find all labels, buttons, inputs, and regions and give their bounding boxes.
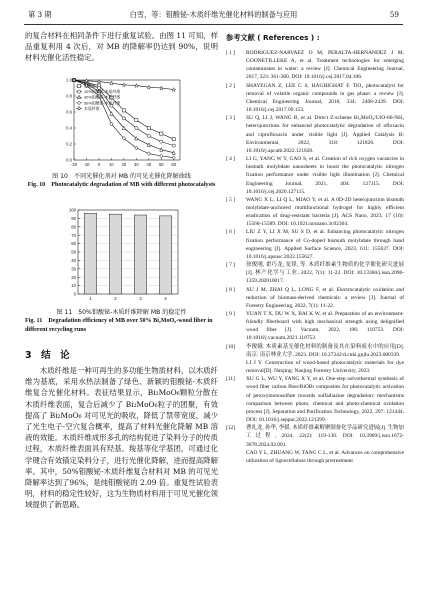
x-tick-label: -10	[83, 162, 90, 167]
data-point	[160, 154, 163, 158]
x-tick-label: 4	[164, 296, 167, 301]
data-point	[147, 134, 150, 137]
x-tick-label: 0	[97, 162, 101, 167]
legend-label: 30%钼酸铋-木质纤维	[84, 94, 121, 100]
y-tick-label: 20	[71, 274, 76, 280]
conclusion-text: 木质纤维是一种可再生的多功能生物质材料，以木质纤维为基底，采用水热法制备了绿色、新颖的钼酸铋-木质纤维复合光催化材料。表征结果显示，Bi₂MoO₆颗粒分散在木质纤维表面，复合后减少了 Bi₂MoO₆粒子的团聚，有效提高了 Bi₂MoO₆ 对可见光的吸收，降低了禁带宽度，减少了光生电子-空穴复合概率，提高了材料光催化降解 MB 溶液的效能。木质纤维成形多孔的结构促进了染料分子的传质过程，木质纤维表面具有羟基、羧基等化学基团，可通过化学键合有效锚定染料分子，进行光催化降解，进而提高降解率。其中，50%钼酸铋-木质纤维复合材料对 MB 的可见光降解率达到了96%，是纯钼酸铋的 2.09 倍。重复性试验表明，材料的稳定性较好，这为生物质材料用于可见光催化领域提供了新思路。	[25, 366, 218, 510]
y-tick-label: 40	[71, 258, 76, 263]
header-rule	[24, 24, 403, 25]
reference-number: [ 3 ]	[226, 115, 236, 122]
reference-item	[226, 286, 404, 310]
reference-number: [ 6 ]	[226, 229, 236, 236]
y-tick-label: 70	[71, 232, 76, 238]
reference-text: YUAN T X, DU W X, BAI K W, et al. Preparation of an environment-friendly fiberboard with high mechanical strength using delignified wood fiber [J]. Vacuum, 2022, 196: 110753. DOI: 10.1016/j.vacuum.2021.110753.	[246, 311, 404, 342]
data-point	[159, 86, 163, 90]
reference-number: [11]	[226, 376, 235, 383]
reference-item	[226, 49, 404, 82]
reference-item	[226, 343, 404, 359]
x-tick-label: 3	[139, 296, 142, 301]
reference-item	[226, 359, 404, 375]
section-3-heading: 3 结 论	[25, 350, 70, 361]
bar	[159, 216, 172, 294]
page-number: 59	[389, 10, 399, 19]
x-tick-label: 2	[114, 296, 117, 301]
data-point	[135, 126, 138, 129]
reference-item	[226, 261, 404, 285]
data-point	[147, 85, 151, 89]
y-tick-label: 100	[68, 207, 76, 213]
data-point	[122, 109, 125, 112]
figure-10-caption	[25, 173, 218, 190]
reference-text: XU J M, ZHAI Q L, LONG F, et al. Electrocatalytic oxidation and reduction of biomass-derived chemicals: a review [J]. Journal of Forestry Engineering, 2022, 7(1): 11-22.	[246, 286, 404, 309]
data-point	[135, 84, 139, 88]
data-point	[77, 106, 81, 110]
intro-text: 的复合材料在相同条件下进行重复试验。由图 11 可知，样品重复利用 4 次后，对 MB 的降解率仍达到 90%，说明材料光催化活性稳定。	[25, 31, 218, 63]
legend-label: 50%钼酸铋-木质纤维	[84, 100, 121, 106]
bar	[134, 215, 147, 294]
running-header-issue: 第 3 期	[28, 10, 52, 19]
y-tick-label: 50	[71, 249, 76, 255]
data-point	[110, 112, 113, 116]
references-list	[226, 49, 404, 465]
x-tick-label: 30	[134, 162, 139, 167]
x-tick-label: 1	[89, 296, 92, 301]
reference-number	[226, 449, 246, 465]
figure-11-caption-en: Fig. 11 Degradation efficiency of MB over 50% Bi₂MoO₆-wood fiber in different recycling runs	[25, 318, 213, 333]
reference-item	[226, 114, 404, 155]
legend-label: 钼酸铋	[84, 83, 96, 89]
reference-item	[226, 310, 404, 343]
data-point	[135, 146, 138, 150]
bar	[84, 213, 97, 294]
reference-item	[226, 424, 404, 448]
bar	[109, 214, 122, 294]
reference-text: 曹礼龙, 孙华, 李媛. 木质纤维素解聚制备化学品研究进展[J]. 生物加工过程, 2024, 22(2): 119-130. DOI: 10.3969/j.issn.1672-3678.2024.02.001.	[246, 425, 404, 448]
x-tick-label: 10	[109, 162, 114, 167]
reference-number: [ 5 ]	[226, 196, 236, 203]
data-point	[172, 88, 176, 92]
data-point	[172, 144, 175, 147]
y-tick-label: 0.0	[66, 157, 72, 163]
legend-label: 木质纤维	[84, 105, 100, 111]
y-tick-label: 0.8	[66, 93, 72, 99]
data-point	[135, 118, 138, 121]
y-tick-label: 30	[71, 266, 76, 272]
data-point	[122, 83, 126, 87]
x-tick-label: 60	[171, 162, 177, 167]
figure-10-caption-en: Fig. 10 Photocatalytic degradation of MB with different photocatalysts	[27, 182, 216, 189]
data-point	[147, 126, 150, 129]
data-point	[77, 84, 80, 87]
y-tick-label: 90	[71, 216, 76, 221]
y-tick-label: 0	[73, 291, 76, 297]
reference-item	[226, 196, 404, 229]
reference-item	[226, 228, 404, 261]
reference-number: [ 2 ]	[226, 82, 236, 89]
reference-text: LI J Y. Construction of wood-based photocatalytic materials for dye removal[D]. Nanjing: Nanjing Forestry University, 2023.	[246, 359, 404, 375]
data-point	[172, 138, 175, 141]
running-header-title: 白雪，等：钼酸铋-木质纤维光催化材料的制备与应用	[129, 10, 298, 19]
reference-number: [ 9 ]	[226, 311, 236, 317]
x-tick-label: 50	[158, 162, 164, 167]
reference-text: SU Q, LI J, WANG B, et al. Direct Z-scheme Bi₂MoO₆/UiO-66-NH₂ heterojunctions for enhanced photocatalytic degradation of ofloxacin and ciprofloxacin under visible light [J]. Applied Catalysis B: Environmental, 2022, 318: 121820. DOI: 10.1016/j.apcatb.2022.121820.	[246, 115, 404, 154]
reference-item	[226, 375, 404, 424]
figure-10-line-chart	[60, 75, 185, 171]
reference-item	[226, 82, 404, 115]
y-tick-label: 0.6	[66, 109, 72, 115]
data-point	[135, 137, 138, 141]
data-point	[147, 152, 150, 156]
data-point	[122, 117, 125, 120]
y-tick-label: 0.2	[66, 141, 72, 147]
reference-text: SHAYEGAN Z, LEE C S, HAGHIGHAT F. TiO₂ photocatalyst for removal of volatile organic compounds in gas phase: a review [J]. Chemical Engineering Journal, 2018, 334: 2408-2439. DOI: 10.1016/j.cej.2017.09.153.	[246, 82, 404, 114]
data-point	[160, 132, 163, 135]
reference-number: [12]	[226, 425, 236, 432]
reference-item	[226, 449, 404, 465]
reference-text: LIU Z Y, LI X M, SU S D, et al. Enhancing photocatalytic nitrogen fixation performance of Co-doped bismuth molybdate through band engineering [J]. Applied Surface Science, 2023, 611: 155627. DOI: 10.1016/j.apsusc.2022.155627.	[246, 229, 404, 260]
reference-number: [ 8 ]	[226, 286, 236, 293]
data-point	[172, 156, 175, 160]
data-point	[147, 143, 150, 147]
x-tick-label: 40	[146, 162, 152, 167]
legend-label: 10%钼酸铋-木质纤维	[84, 89, 121, 95]
data-point	[77, 90, 80, 93]
data-point	[160, 140, 163, 143]
reference-text: WANG X L, LI Q L, MIAO Y, et al. A 0D-2D heterojunction bismuth molybdate-anchored multifunctional hydrogel for highly efficient eradication of drug-resistant bacteria [J]. ACS Nano, 2023, 17 (16): 15568-15589. DOI: 10.1021/acsnano.3c02304.	[246, 196, 404, 228]
figure-11-bar-chart	[62, 206, 182, 306]
reference-number	[226, 359, 246, 375]
section-3-body	[25, 365, 218, 511]
reference-text: LI G, YANG W Y, GAO S, et al. Creation of rich oxygen vacancies in bismuth molybdate nanosheets to boost the photocatalytic nitrogen fixation performance under visible light illumination [J]. Chemical Engineering Journal, 2021, 404: 127115. DOI: 10.1016/j.cej.2020.127115.	[246, 156, 404, 195]
reference-text: CAO Y L, ZHUANG W, TANG C L, et al. Advances on comprehensive utilization of lignocellulose through pretreatment	[246, 449, 404, 464]
reference-number: [ 1 ]	[226, 50, 236, 56]
figure-10-caption-zh: 图 10 不同光催化剂对 MB 的可见光催化降解曲线	[52, 173, 191, 180]
reference-text: 徐俊刚, 翟巧龙, 龙锋, 等. 木质纤维素生物质的化学催化研究进展[J]. 林产化学与工业, 2022, 7(1): 11-22. DOI: 10.13360/j.issn.2096-1359.202010017.	[246, 262, 404, 285]
y-tick-label: 0.4	[66, 125, 72, 131]
x-tick-label: 20	[121, 162, 127, 167]
figure-11-caption-zh: 图 11 50%钼酸铋-木质纤维降解 MB 的稳定性	[56, 309, 187, 316]
intro-paragraph	[25, 30, 218, 64]
reference-number: [ 4 ]	[226, 156, 236, 163]
x-tick-label: -20	[70, 162, 78, 167]
reference-text: XU G L, WU Y, FANG X Y, et al. One-step solvothermal synthesis of wood fiber carbon fiber/BiOBr composites for photocatalytic activation of peroxymonosulfate towards sulfadiazine degradation: mechanisms comparison between photo, chemical and photo-chemical oxidation process [J]. Separation and Purification Technology, 2022, 297: 121444. DOI: 10.1016/j.seppur.2022.121399.	[246, 376, 404, 424]
data-point	[77, 101, 80, 105]
y-tick-label: 10	[71, 283, 76, 289]
reference-text: 李俊娥. 木质素基光催化材料的制备及其在染料废水中的应用[D]. 南京: 南京林业大学, 2023. DOI: 10.27242/d.cnki.gnjlu.2023.000339.	[246, 343, 404, 358]
data-point	[110, 81, 114, 85]
references-heading: 参考文献 ( References ) :	[226, 33, 320, 42]
reference-number: [10]	[226, 343, 236, 350]
y-tick-label: 60	[71, 241, 76, 247]
reference-text: RODRIGUEZ-NARVAEZ O M, PERALTA-HERNANDEZ J M, GOONETILLEKE A, et al. Treatment technologies for emerging contaminants in water: a review [J]. Chemical Engineering Journal, 2017, 323: 361-380. DOI: 10.1016/j.cej.2017.04.106.	[246, 50, 404, 81]
y-tick-label: 1.0	[66, 77, 72, 83]
y-tick-label: 80	[71, 224, 76, 230]
reference-number: [ 7 ]	[226, 262, 236, 269]
figure-11-caption	[25, 309, 218, 334]
reference-item	[226, 155, 404, 196]
